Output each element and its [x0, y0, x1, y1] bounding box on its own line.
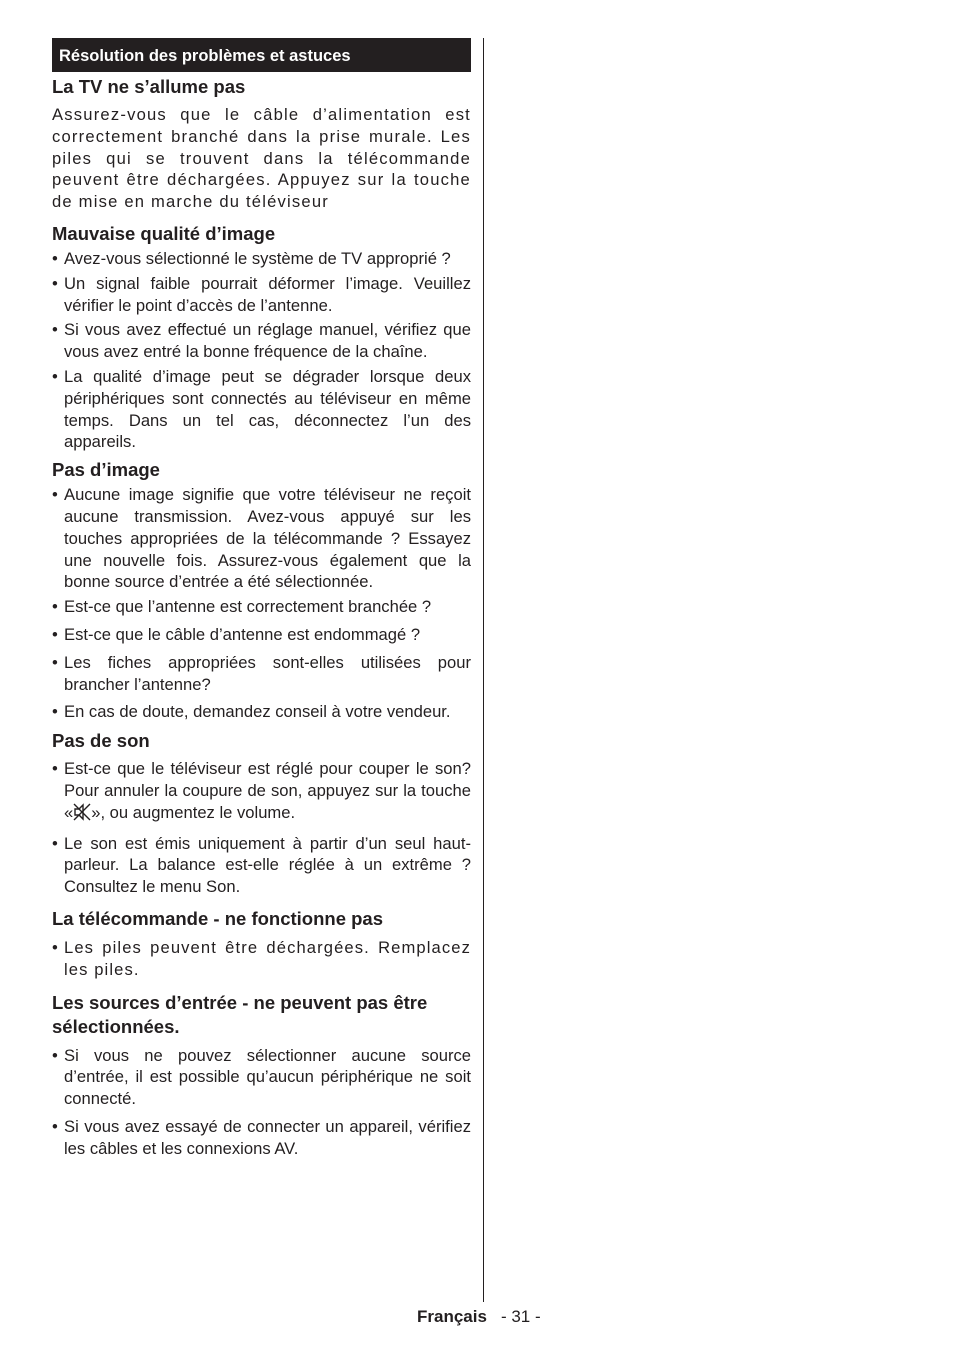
mute-text-after: », ou augmentez le volume. — [91, 802, 296, 822]
list-item: • Avez-vous sélectionné le système de TV approprié ? — [52, 248, 471, 270]
list-item: • En cas de doute, demandez conseil à votre vendeur. — [52, 701, 471, 723]
section-sources — [52, 991, 471, 1160]
mute-text-before: Est-ce que le téléviseur est réglé pour couper le son? Pour annuler la coupure de son, appuyez sur la touche « — [64, 759, 471, 822]
heading-tv-off: La TV ne s’allume pas — [52, 76, 246, 97]
mute-icon — [73, 803, 91, 827]
footer-language: Français — [417, 1307, 487, 1326]
page-footer — [417, 1306, 541, 1328]
no-sound-list — [52, 758, 471, 898]
heading-remote: La télécommande - ne fonctionne pas — [52, 907, 384, 929]
list-item: • Aucune image signifie que votre téléviseur ne reçoit aucune transmission. Avez-vous appuyé sur les touches appropriées de la télécommande ? Essayez une nouvelle fois. Assurez-vous également que la bonne source d’entrée a été sélectionnée. — [52, 484, 471, 593]
heading-no-sound: Pas de son — [52, 730, 150, 752]
image-quality-list — [52, 248, 471, 453]
column-divider — [483, 38, 484, 1302]
section-remote — [52, 907, 471, 981]
list-item: • Est-ce que l’antenne est correctement branchée ? — [52, 596, 471, 618]
list-item: • La qualité d’image peut se dégrader lorsque deux périphériques sont connectés au téléviseur en même temps. Dans un tel cas, déconnectez l’un des appareils. — [52, 366, 471, 453]
list-item: • Si vous ne pouvez sélectionner aucune source d’entrée, il est possible qu’aucun périphérique ne soit connecté. — [52, 1045, 471, 1110]
main-column — [52, 38, 471, 1162]
section-image-quality — [52, 222, 471, 453]
list-item: • Si vous avez essayé de connecter un appareil, vérifiez les câbles et les connexions AV. — [52, 1116, 471, 1160]
list-item: • Le son est émis uniquement à partir d’un seul haut-parleur. La balance est-elle réglée à un extrême ? Consultez le menu Son. — [52, 833, 471, 898]
list-item: • Un signal faible pourrait déformer l’image. Veuillez vérifier le point d’accès de l’antenne. — [52, 273, 471, 317]
sources-list — [52, 1045, 471, 1160]
heading-no-image: Pas d’image — [52, 459, 160, 481]
tv-off-text: Assurez-vous que le câble d’alimentation est correctement branché dans la prise murale. Les piles qui se trouvent dans la télécommande peuvent être déchargées. Appuyez sur la touche de mise en marche du téléviseur — [52, 105, 471, 212]
list-item: • Si vous avez effectué un réglage manuel, vérifiez que vous avez entré la bonne fréquence de la chaîne. — [52, 319, 471, 363]
heading-sources: Les sources d’entrée - ne peuvent pas être sélectionnées. — [52, 991, 428, 1037]
section-banner: Résolution des problèmes et astuces — [52, 38, 471, 72]
page-number: - 31 - — [500, 1307, 541, 1326]
list-item: • Les fiches appropriées sont-elles utilisées pour brancher l’antenne? — [52, 652, 471, 696]
section-no-image — [52, 458, 471, 723]
list-item — [52, 758, 471, 826]
remote-list — [52, 937, 471, 981]
section-no-sound — [52, 729, 471, 898]
list-item: • Est-ce que le câble d’antenne est endommagé ? — [52, 624, 471, 646]
heading-image-quality: Mauvaise qualité d’image — [52, 222, 276, 244]
no-image-list — [52, 484, 471, 723]
list-item: • Les piles peuvent être déchargées. Remplacez les piles. — [52, 937, 471, 981]
